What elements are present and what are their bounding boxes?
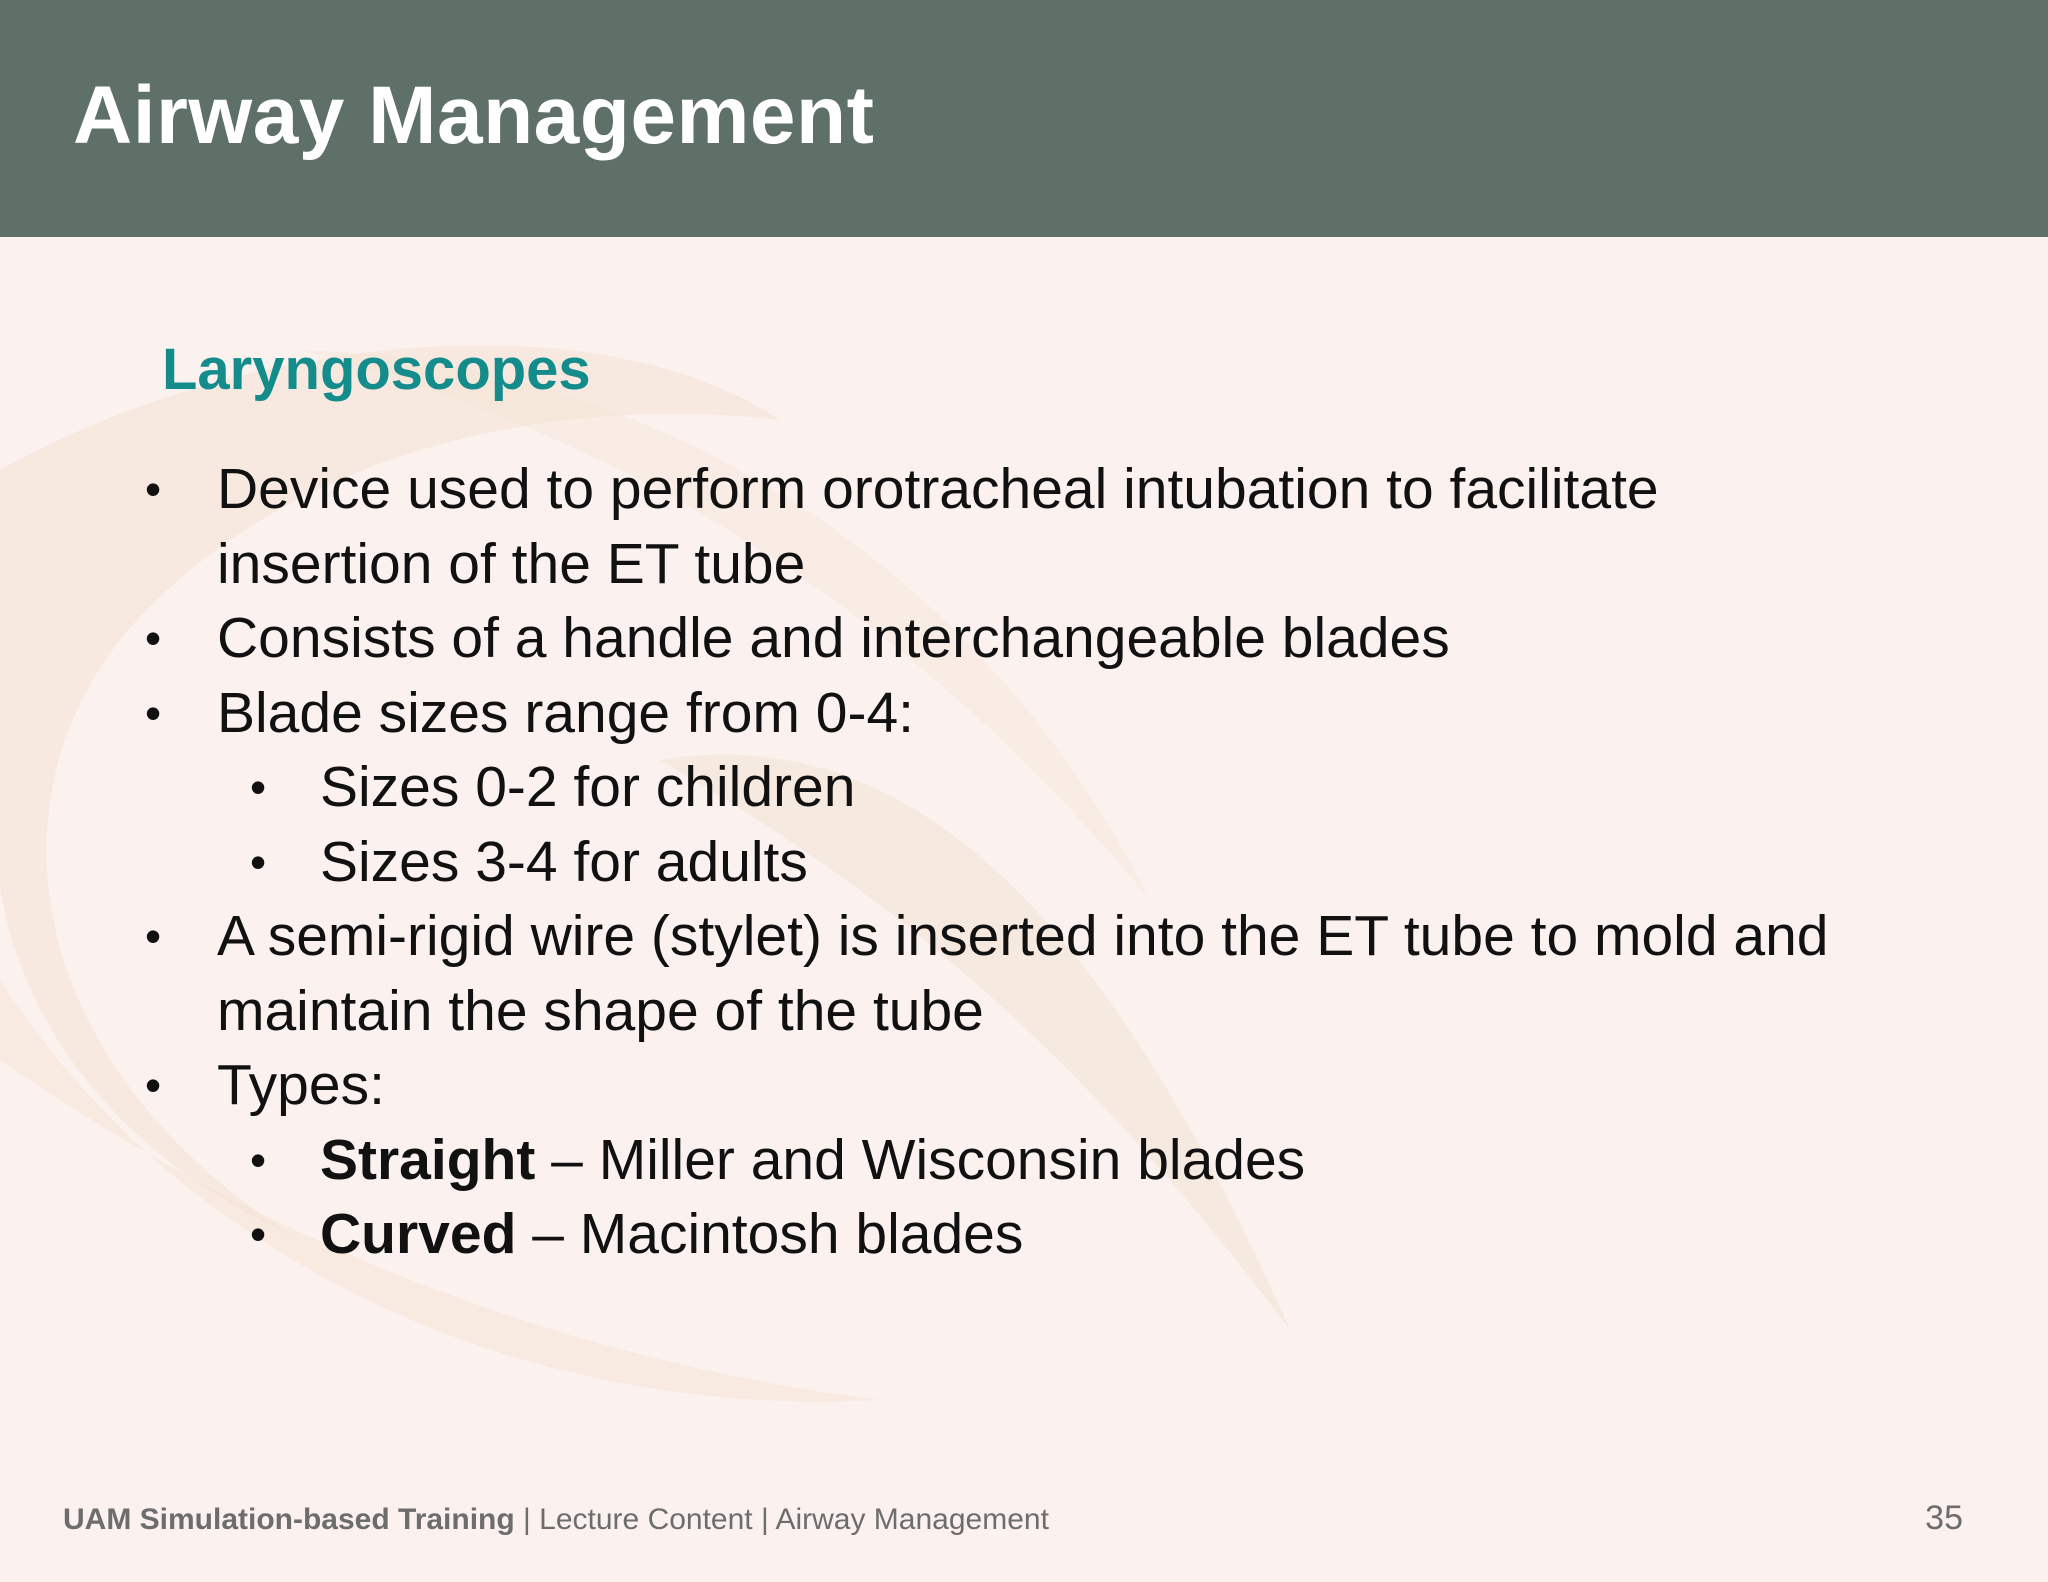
list-item-text: Consists of a handle and interchangeable blades xyxy=(217,606,1450,670)
list-item-text: maintain the shape of the tube xyxy=(217,978,984,1043)
slide-title: Airway Management xyxy=(73,70,875,161)
list-item-text: – Miller and Wisconsin blades xyxy=(535,1127,1306,1192)
list-item-continuation xyxy=(0,974,2048,1049)
list-item-bold-term: Curved xyxy=(320,1202,517,1266)
list-item xyxy=(0,676,2048,751)
list-item-text: A semi-rigid wire (stylet) is inserted into the ET tube to mold and xyxy=(217,904,1829,968)
list-item-continuation xyxy=(0,527,2048,602)
page-number: 35 xyxy=(1925,1499,1963,1537)
list-item-text: insertion of the ET tube xyxy=(217,531,806,596)
bullet-marker: • xyxy=(250,1208,267,1260)
list-item xyxy=(0,601,2048,676)
sub-list-item xyxy=(0,1197,2048,1272)
footer-organization: UAM Simulation-based Training xyxy=(63,1503,515,1536)
bullet-marker: • xyxy=(250,835,267,888)
bullet-marker: • xyxy=(250,761,267,813)
bullet-list xyxy=(0,452,2048,1272)
sub-list-item xyxy=(0,825,2048,900)
title-bar xyxy=(0,0,2048,237)
list-item-bold-term: Straight xyxy=(320,1127,536,1192)
sub-list-item xyxy=(0,1123,2048,1198)
bullet-marker: • xyxy=(145,1059,162,1111)
bullet-marker: • xyxy=(145,686,162,739)
list-item-text: Types: xyxy=(217,1053,385,1117)
sub-list-item xyxy=(0,750,2048,825)
section-heading: Laryngoscopes xyxy=(162,337,591,402)
list-item xyxy=(0,452,2048,527)
list-item-text: Device used to perform orotracheal intubation to facilitate xyxy=(217,457,1659,521)
list-item xyxy=(0,899,2048,974)
list-item-text: Sizes 0-2 for children xyxy=(320,755,856,819)
footer xyxy=(63,1500,1049,1540)
list-item xyxy=(0,1048,2048,1123)
bullet-marker: • xyxy=(145,612,162,664)
bullet-marker: • xyxy=(250,1133,267,1186)
list-item-text: – Macintosh blades xyxy=(516,1202,1024,1266)
footer-context: | Lecture Content | Airway Management xyxy=(514,1503,1049,1536)
list-item-text: Sizes 3-4 for adults xyxy=(320,829,808,894)
bullet-marker: • xyxy=(145,463,162,515)
list-item-text: Blade sizes range from 0-4: xyxy=(217,680,914,745)
bullet-marker: • xyxy=(145,910,162,962)
